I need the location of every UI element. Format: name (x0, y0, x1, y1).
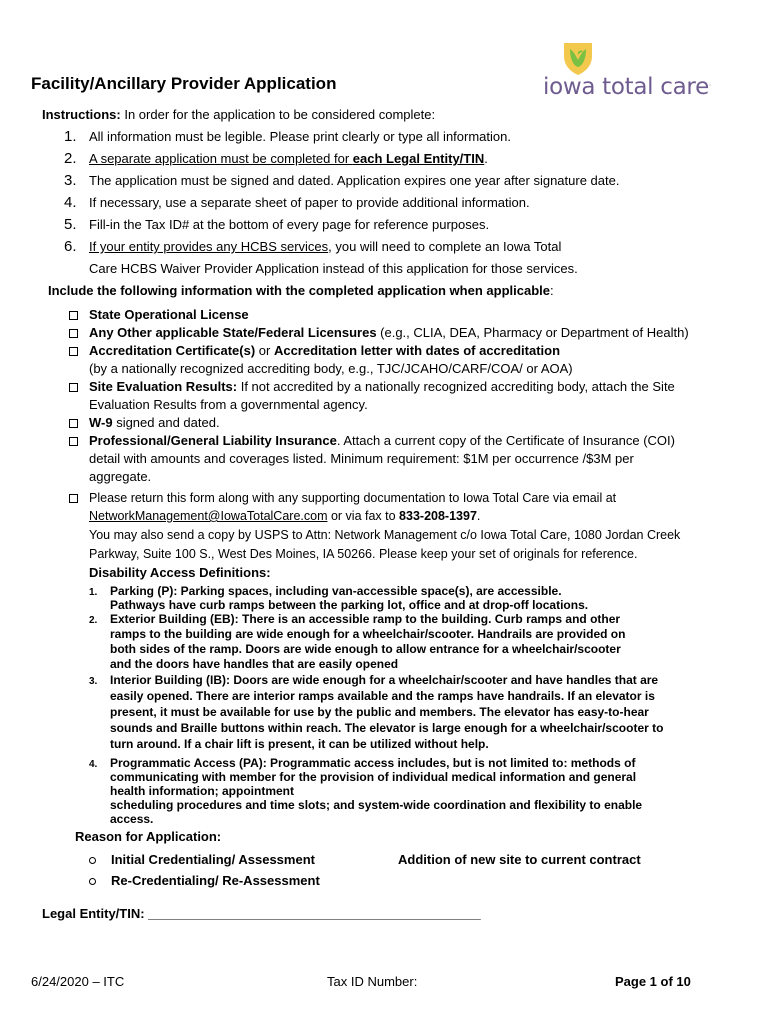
logo-wordmark: iowa total care. (543, 74, 711, 100)
disability-heading: Disability Access Definitions: (89, 565, 271, 580)
instruction-item-continued: Care HCBS Waiver Provider Application instead of this application for those services. (89, 261, 578, 276)
checklist-other-licensures: Any Other applicable State/Federal Licensures (e.g., CLIA, DEA, Pharmacy or Department of Health) (89, 325, 689, 340)
definition-line: Exterior Building (EB): There is an accessible ramp to the building. Curb ramps and other (110, 612, 621, 626)
definition-line: both sides of the ramp. Doors are wide enough to allow entrance for a wheelchair/scooter (110, 642, 621, 656)
definition-line: scheduling procedures and time slots; and system-wide coordination and flexibility to enable (110, 798, 643, 812)
checklist-insurance: Professional/General Liability Insurance. Attach a current copy of the Certificate of Insurance (COI) (89, 433, 675, 448)
instruction-item: If your entity provides any HCBS services, you will need to complete an Iowa Total (89, 239, 562, 254)
definition-number: 3. (89, 676, 98, 687)
legal-entity-field[interactable]: Legal Entity/TIN: ______________________________________________ (42, 906, 481, 921)
checklist-site-evaluation: Site Evaluation Results: If not accredited by a nationally recognized accrediting body, attach the Site (89, 379, 675, 394)
definition-line: turn around. If a chair lift is present, it can be utilized without help. (110, 737, 489, 751)
radio-initial-credentialing[interactable] (89, 857, 96, 864)
checkbox[interactable] (69, 311, 78, 320)
instruction-number: 3. (64, 172, 77, 189)
instruction-item: Fill-in the Tax ID# at the bottom of every page for reference purposes. (89, 217, 490, 232)
definition-line: sounds and Braille buttons within reach. The elevator is large enough for a wheelchair/scooter to (110, 721, 664, 735)
instruction-item: If necessary, use a separate sheet of paper to provide additional information. (89, 195, 530, 210)
instruction-number: 6. (64, 238, 77, 255)
checkbox[interactable] (69, 383, 78, 392)
checkbox[interactable] (69, 347, 78, 356)
reason-heading: Reason for Application: (75, 829, 222, 844)
instruction-number: 2. (64, 150, 77, 167)
usps-instructions: Parkway, Suite 100 S., West Des Moines, IA 50266. Please keep your set of originals for reference. (89, 547, 638, 561)
instruction-item: The application must be signed and dated. Application expires one year after signature date. (89, 173, 620, 188)
footer-date: 6/24/2020 – ITC (31, 974, 125, 989)
reason-option-label: Initial Credentialing/ Assessment (111, 852, 315, 867)
checklist-insurance-detail: aggregate. (89, 469, 152, 484)
definition-line: ramps to the building are wide enough for a wheelchair/scooter. Handrails are provided on (110, 627, 626, 641)
definition-line: Programmatic Access (PA): Programmatic access includes, but is not limited to: methods of (110, 756, 636, 770)
checkbox[interactable] (69, 419, 78, 428)
definition-line: Parking (P): Parking spaces, including van-accessible space(s), are accessible. (110, 584, 562, 598)
shield-leaf-icon (560, 40, 596, 76)
footer-tax-id: Tax ID Number: (327, 974, 418, 989)
definition-line: health information; appointment (110, 784, 294, 798)
reason-option-label: Addition of new site to current contract (398, 852, 641, 867)
checklist-insurance-detail: detail with amounts and coverages listed. Minimum requirement: $1M per occurrence /$3M per (89, 451, 634, 466)
checklist-license: State Operational License (89, 307, 249, 322)
instructions-intro: Instructions: In order for the application to be considered complete: (42, 107, 436, 122)
checkbox[interactable] (69, 494, 78, 503)
checklist-accreditation: Accreditation Certificate(s) or Accreditation letter with dates of accreditation (89, 343, 561, 358)
definition-line: and the doors have handles that are easily opened (110, 657, 399, 671)
usps-instructions: You may also send a copy by USPS to Attn: Network Management c/o Iowa Total Care, 1080 Jordan Creek (89, 528, 681, 542)
checkbox[interactable] (69, 329, 78, 338)
checkbox[interactable] (69, 437, 78, 446)
page-title: Facility/Ancillary Provider Application (31, 74, 337, 93)
checklist-accreditation-note: (by a nationally recognized accrediting body, e.g., TJC/JCAHO/CARF/COA/ or AOA) (89, 361, 573, 376)
definition-line: communicating with member for the provision of individual medical information and general (110, 770, 637, 784)
definition-line: access. (110, 812, 154, 826)
reason-option-label: Re-Credentialing/ Re-Assessment (111, 873, 320, 888)
definition-line: easily opened. There are interior ramps available and the ramps have handrails. If an elevator is (110, 689, 655, 703)
include-heading: Include the following information with the completed application when applicable: (48, 283, 554, 298)
instruction-number: 1. (64, 128, 77, 145)
definition-line: present, it must be available for use by the public and members. The elevator has easy-to-hear (110, 705, 649, 719)
definition-number: 4. (89, 759, 98, 770)
checklist-w9: W-9 signed and dated. (89, 415, 220, 430)
checklist-site-evaluation-note: Evaluation Results from a governmental agency. (89, 397, 368, 412)
instruction-item: All information must be legible. Please print clearly or type all information. (89, 129, 511, 144)
definition-number: 2. (89, 615, 98, 626)
instruction-item: A separate application must be completed for each Legal Entity/TIN. (89, 151, 488, 166)
instruction-number: 4. (64, 194, 77, 211)
definition-line: Interior Building (IB): Doors are wide enough for a wheelchair/scooter and have handles that are (110, 673, 659, 687)
footer-page-number: Page 1 of 10 (615, 974, 691, 989)
email-link[interactable]: NetworkManagement@IowaTotalCare.com (89, 509, 328, 523)
radio-re-credentialing[interactable] (89, 878, 96, 885)
return-contact: NetworkManagement@IowaTotalCare.com or via fax to 833-208-1397. (89, 509, 481, 523)
definition-number: 1. (89, 587, 98, 598)
definition-line: Pathways have curb ramps between the parking lot, office and at drop-off locations. (110, 598, 589, 612)
return-instructions: Please return this form along with any supporting documentation to Iowa Total Care via email at (89, 491, 617, 505)
iowa-total-care-logo (543, 40, 711, 102)
instruction-number: 5. (64, 216, 77, 233)
